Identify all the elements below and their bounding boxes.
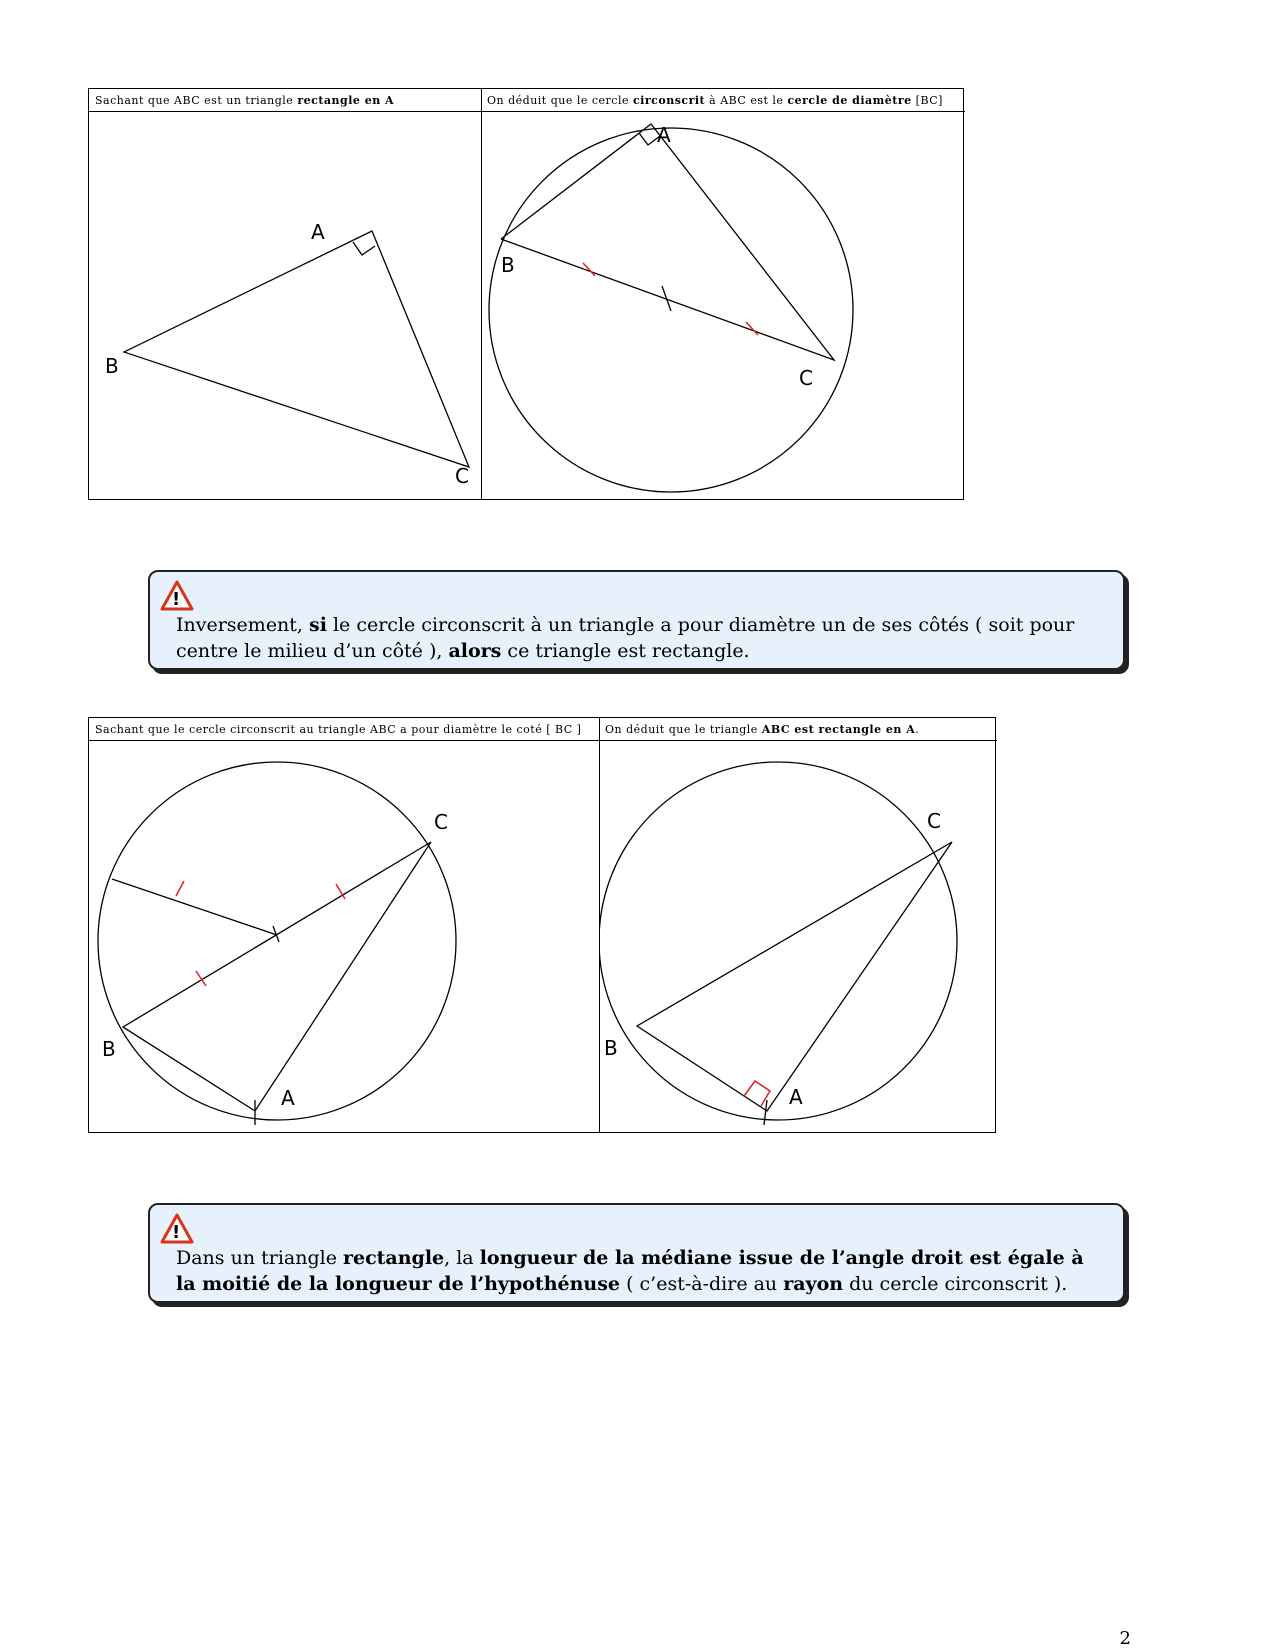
table2-header-left: Sachant que le cercle circonscrit au triangle ABC a pour diamètre le coté [ BC ] — [89, 718, 599, 741]
table1-header-right: On déduit que le cercle circonscrit à ABC est le cercle de diamètre [BC] — [481, 89, 965, 112]
median-circle-figure — [89, 741, 598, 1133]
figure-table-2 — [88, 717, 996, 1133]
right-angle-mark — [353, 242, 375, 255]
box2-text: Dans un triangle rectangle, la longueur de la médiane issue de l’angle droit est égale à la moitié de la longueur de l’hypothénuse ( c’est-à-dire au rayon du cercle circonscrit ). — [176, 1247, 1084, 1295]
circumcircle-figure — [482, 112, 966, 500]
warning-icon — [160, 1213, 194, 1245]
circumcircle — [98, 762, 456, 1120]
svg-text:!: ! — [172, 589, 181, 610]
label-b: B — [501, 253, 515, 277]
equal-tick-1 — [176, 881, 184, 896]
table2-header-right: On déduit que le triangle ABC est rectangle en A. — [599, 718, 997, 741]
label-b: B — [604, 1036, 618, 1060]
figure-table-1 — [88, 88, 964, 500]
label-c: C — [434, 810, 448, 834]
label-a: A — [789, 1085, 803, 1109]
radius-segment — [112, 879, 277, 935]
label-a: A — [311, 220, 325, 244]
label-b: B — [105, 354, 119, 378]
warning-box-2 — [148, 1203, 1125, 1303]
label-c: C — [927, 809, 941, 833]
table1-header-left: Sachant que ABC est un triangle rectangle en A — [89, 89, 481, 112]
right-triangle-figure — [89, 112, 480, 500]
warning-icon — [160, 580, 194, 612]
label-c: C — [799, 366, 813, 390]
svg-text:!: ! — [172, 1222, 181, 1243]
vertex-tick — [764, 1100, 767, 1125]
label-c: C — [455, 464, 469, 488]
label-a: A — [281, 1086, 295, 1110]
right-triangle-in-circle-figure — [600, 741, 997, 1133]
label-a: A — [657, 123, 671, 147]
warning-box-1 — [148, 570, 1125, 670]
triangle-sides — [123, 842, 431, 1111]
box1-text: Inversement, si le cercle circonscrit à un triangle a pour diamètre un de ses côtés ( soit pour centre le milieu d’un côté ), alors ce triangle est rectangle. — [176, 614, 1075, 662]
page-number: 2 — [1119, 1628, 1131, 1649]
label-b: B — [102, 1037, 116, 1061]
triangle-sides — [501, 124, 834, 360]
triangle-abc — [124, 231, 469, 467]
triangle-sides — [637, 842, 952, 1111]
circumcircle — [600, 762, 957, 1120]
